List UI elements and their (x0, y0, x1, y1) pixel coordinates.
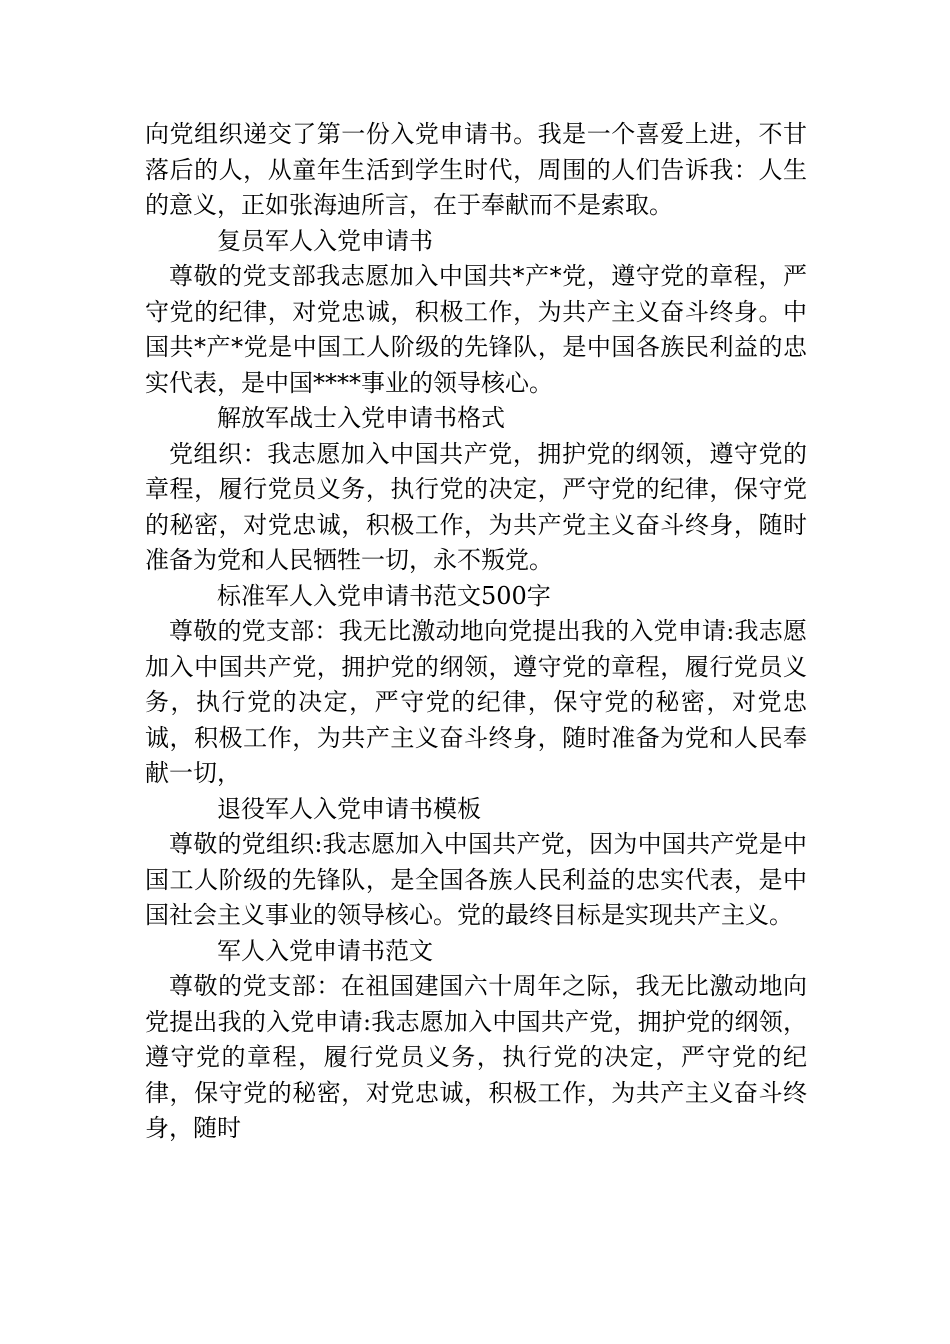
section-heading-5: 军人入党申请书范文 (217, 936, 433, 965)
section-heading-3: 标准军人入党申请书范文500字 (217, 581, 551, 610)
section-heading-2: 解放军战士入党申请书格式 (217, 404, 505, 432)
section-body-5: 尊敬的党支部：在祖国建国六十周年之际，我无比激动地向党提出我的入党申请:我志愿加入中国共产党，拥护党的纲领，遵守党的章程，履行党员义务，执行党的决定，严守党的纪律，保守党的秘密，对党忠诚，积极工作，为共产主义奋斗终身，随时 (145, 972, 807, 1142)
section-heading-4: 退役军人入党申请书模板 (217, 794, 481, 823)
section-body-1: 尊敬的党支部我志愿加入中国共*产*党，遵守党的章程，严守党的纪律，对党忠诚，积极工作，为共产主义奋斗终身。中国共*产*党是中国工人阶级的先锋队，是中国各族民利益的忠实代表，是中国****事业的领导核心。 (145, 262, 807, 397)
section-heading-1: 复员军人入党申请书 (217, 226, 433, 255)
section-body-4: 尊敬的党组织:我志愿加入中国共产党，因为中国共产党是中国工人阶级的先锋队，是全国各族人民利益的忠实代表，是中国社会主义事业的领导核心。党的最终目标是实现共产主义。 (145, 830, 807, 929)
section-body-3: 尊敬的党支部：我无比激动地向党提出我的入党申请:我志愿加入中国共产党，拥护党的纲领，遵守党的章程，履行党员义务，执行党的决定，严守党的纪律，保守党的秘密，对党忠诚，积极工作，为共产主义奋斗终身，随时准备为党和人民奉献一切， (145, 617, 807, 787)
section-body-2: 党组织：我志愿加入中国共产党，拥护党的纲领，遵守党的章程，履行党员义务，执行党的决定，严守党的纪律，保守党的秘密，对党忠诚，积极工作，为共产党主义奋斗终身，随时准备为党和人民牺牲一切，永不叛党。 (145, 439, 807, 574)
document-content (145, 117, 807, 1147)
intro-paragraph: 向党组织递交了第一份入党申请书。我是一个喜爱上进，不甘落后的人，从童年生活到学生时代，周围的人们告诉我：人生的意义，正如张海迪所言，在于奉献而不是索取。 (145, 120, 807, 219)
